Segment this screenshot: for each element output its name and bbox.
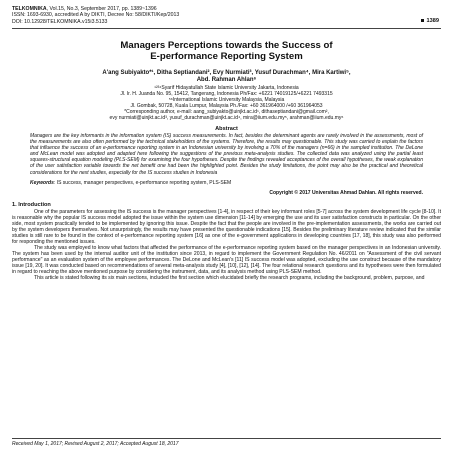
copyright-notice: Copyright © 2017 Universitas Ahmad Dahlan. All rights reserved. [269, 189, 423, 196]
affiliation-line: Jl. Gombak, 50728, Kuala Lumpur, Malaysia Ph./Fax: +60 361964000 /+60 361964053 [130, 103, 323, 110]
header-rule [12, 28, 441, 29]
received-dates: Received May 1, 2017; Revised August 2, 2017; Accepted August 18, 2017 [12, 441, 179, 447]
abstract-heading: Abstract [215, 126, 238, 133]
body-paragraph: This article is stated following its six main sections, included the first section which elucidated briefly the research programs, including the background, problem, purpose, and [34, 275, 425, 282]
author-list [12, 70, 441, 84]
affiliation-line: *Corresponding author, e-mail: aang_subiyakto@uinjkt.ac.id¹, dithaseptiandani@gmail.com², [124, 109, 329, 116]
keywords-heading: Keywords [30, 179, 54, 186]
body-paragraph: The study was employed to know what factors that affected the performance of the e-performance reporting system based on the manager perspectives in an Indonesian university. The system has been used by the internal auditor unit of the institution since 2013, in regard to implement the Government Regulation No. 46/2011 on "Assessment of the civil servant performance" as an evaluation system of the employee performances. The DeLone and McLean's [11] IS success model was adopted, excluding the use construct because of the mandatory issue [19, 20]. It was conducted based on recommendations of several meta-analysis study [4], [10], [12], [14]. The four relational research questions and its hypotheses were then formulated in regard to reaching the above mentioned purpose by considering the instrument, data, and its analysis method using PLS-SEM method. [12, 244, 441, 276]
abstract-text: Managers are the key informants in the information system (IS) success measurements. In fact, besides the determinant agents are rarely involved in the assessments, most of the measurements are also often performed by the technical stakeholders of the systems. Therefore, the results may questionable. This study was carried to explain the factors that influence the success of an e-performance reporting system in an Indonesian university by involving a 70% of the managers (n=66) in the sampled institution. The DeLone and McLean model was adopted and adapted here following the suggestions of the previous meta-analysis studies. The collected data was analyzed using the partial least squares-structural equation modeling (PLS-SEM) for examining the four hypotheses. Despite the findings revealed acceptances of the overall hypotheses, the weak explanation of the user satisfaction variable towards the net benefit one had been the highlighted point. Besides the study limitations, the point may also be the practical and theoretical considerations for the next studies, especially for the IS success studies in Indonesia [30, 133, 423, 176]
journal-doi: DOI: 10.12928/TELKOMNIKA.v15i3.5133 [12, 18, 108, 25]
page-number-square-icon [421, 19, 424, 22]
body-paragraph: One of the parameters for assessing the IS success is the manager perspectives [1-4], in respect of their key informant roles [5-7] across the system development life cycle [8-10]. It is reasonable why the popular IS success model adopted the issue within the system use dimension [11-14] by emerging the use and its user satisfaction constructs in particular. On the other side, most system practically tended to be implemented by ignoring this issue. Despite the fact that the people are involved in the pre-implementation assessments, the works are carried out by the system developers themselves. Not unsurprisingly, the results may have presented the questionable indications [15]. Besides the preliminary literature review indicated that the similar studies is still rare to be found in the context of e-performance reporting system [16] as one of the e-government applications in developing countries [17, 18], this study was also performed for responding the mentioned issues. [12, 208, 441, 245]
section-heading-introduction: 1. Introduction [12, 201, 51, 208]
paper-title-line-1: Managers Perceptions towards the Success of [120, 40, 333, 52]
affiliation-line: evy nurmiati@uinjkt.ac.id³, yusuf_durachman@uinjkt.ac.id⁴, mira@iium.edu.my⁵, arahman@iium.edu.my⁶ [109, 115, 344, 122]
introduction-body [12, 209, 441, 282]
page-number-value: 1389 [426, 18, 439, 24]
paper-title-line-2: E-performance Reporting System [150, 51, 303, 63]
affiliation-line: Jl. Ir. H. Juanda No. 95, 15412, Tangerang, Indonesia Ph/Fax: +6221 74019125/+6221 7493315 [120, 91, 333, 98]
page-number [421, 18, 439, 24]
author-line-1: A'ang Subiyakto*¹, Ditha Septiandani², Evy Nurmiati³, Yusuf Durachman⁴, Mira Kartiwi⁵, [102, 70, 351, 77]
affiliation-line: ⁵⁶International Islamic University Malaysia, Malaysia [168, 97, 285, 104]
journal-citation: , Vol.15, No.3, September 2017, pp. 1389~1396 [46, 6, 157, 12]
footer-rule [12, 438, 441, 439]
paper-title [12, 40, 441, 62]
journal-name: TELKOMNIKA [12, 6, 47, 12]
keywords-text: : IS success, manager perspectives, e-performance reporting system, PLS-SEM [53, 179, 232, 186]
journal-header [12, 6, 441, 25]
author-line-2: Abd. Rahman Ahlan⁶ [196, 77, 257, 84]
journal-issn: ISSN: 1693-6930, accredited A by DIKTI, Decree No: 58/DIKTI/Kep/2013 [12, 12, 180, 19]
affiliations [12, 85, 441, 121]
keywords [30, 180, 423, 186]
affiliation-line: ¹²³⁴Syarif Hidayatullah State Islamic University Jakarta, Indonesia [154, 85, 299, 92]
